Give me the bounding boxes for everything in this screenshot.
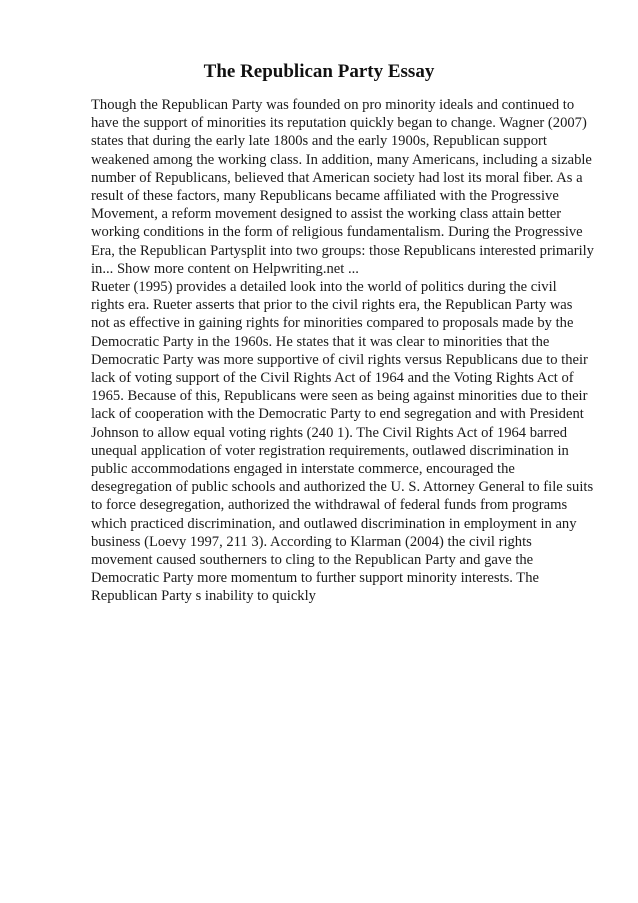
body-text-line: number of Republicans, believed that American society had lost its moral fiber. As a xyxy=(91,169,583,186)
body-text-line: Democratic Party was more supportive of civil rights versus Republicans due to their xyxy=(91,351,588,368)
document-title: The Republican Party Essay xyxy=(203,61,435,82)
body-text-line: Democratic Party more momentum to further support minority interests. The xyxy=(91,570,539,587)
document-body xyxy=(91,96,611,606)
body-text-line: lack of voting support of the Civil Rights Act of 1964 and the Voting Rights Act of xyxy=(91,370,574,387)
body-text-line: working conditions in the form of religious fundamentalism. During the Progressive xyxy=(91,224,583,241)
body-text-line: unequal application of voter registration requirements, outlawed discrimination in xyxy=(91,442,569,459)
body-text-line: Though the Republican Party was founded on pro minority ideals and continued to xyxy=(91,97,575,113)
body-text-line: public accommodations engaged in interstate commerce, encouraged the xyxy=(91,461,515,478)
body-text-line: Republican Party s inability to quickly xyxy=(91,588,316,605)
body-text-line: Era, the Republican Partysplit into two groups: those Republicans interested primarily xyxy=(91,242,594,259)
body-text-line: have the support of minorities its reputation quickly began to change. Wagner (2007) xyxy=(91,115,587,132)
body-text-line: business (Loevy 1997, 211 3). According to Klarman (2004) the civil rights xyxy=(91,533,532,550)
body-text-line: Movement, a reform movement designed to assist the working class attain better xyxy=(91,206,562,223)
body-text-line: states that during the early late 1800s and the early 1900s, Republican support xyxy=(91,133,547,150)
body-text-line: movement caused southerners to cling to the Republican Party and gave the xyxy=(91,552,534,569)
body-text-line: which practiced discrimination, and outlawed discrimination in employment in any xyxy=(91,515,577,532)
body-text-line: lack of cooperation with the Democratic Party to end segregation and with President xyxy=(91,406,584,423)
body-text-line: desegregation of public schools and authorized the U. S. Attorney General to file suits xyxy=(91,479,594,496)
body-text-line: not as effective in gaining rights for minorities compared to proposals made by the xyxy=(91,315,574,332)
body-text-line: Democratic Party in the 1960s. He states that it was clear to minorities that the xyxy=(91,333,550,350)
body-text-line: result of these factors, many Republicans became affiliated with the Progressive xyxy=(91,188,559,205)
body-text-line: weakened among the working class. In addition, many Americans, including a sizable xyxy=(91,151,592,168)
body-text-line: 1965. Because of this, Republicans were seen as being against minorities due to their xyxy=(91,388,588,405)
body-text-line: in... Show more content on Helpwriting.net ... xyxy=(91,260,359,277)
body-text-line: Rueter (1995) provides a detailed look into the world of politics during the civil xyxy=(91,279,557,296)
body-text-line: Johnson to allow equal voting rights (240 1). The Civil Rights Act of 1964 barred xyxy=(91,424,568,441)
body-text-line: to force desegregation, authorized the withdrawal of federal funds from programs xyxy=(91,497,568,514)
body-text-line: rights era. Rueter asserts that prior to the civil rights era, the Republican Party was xyxy=(91,297,573,314)
